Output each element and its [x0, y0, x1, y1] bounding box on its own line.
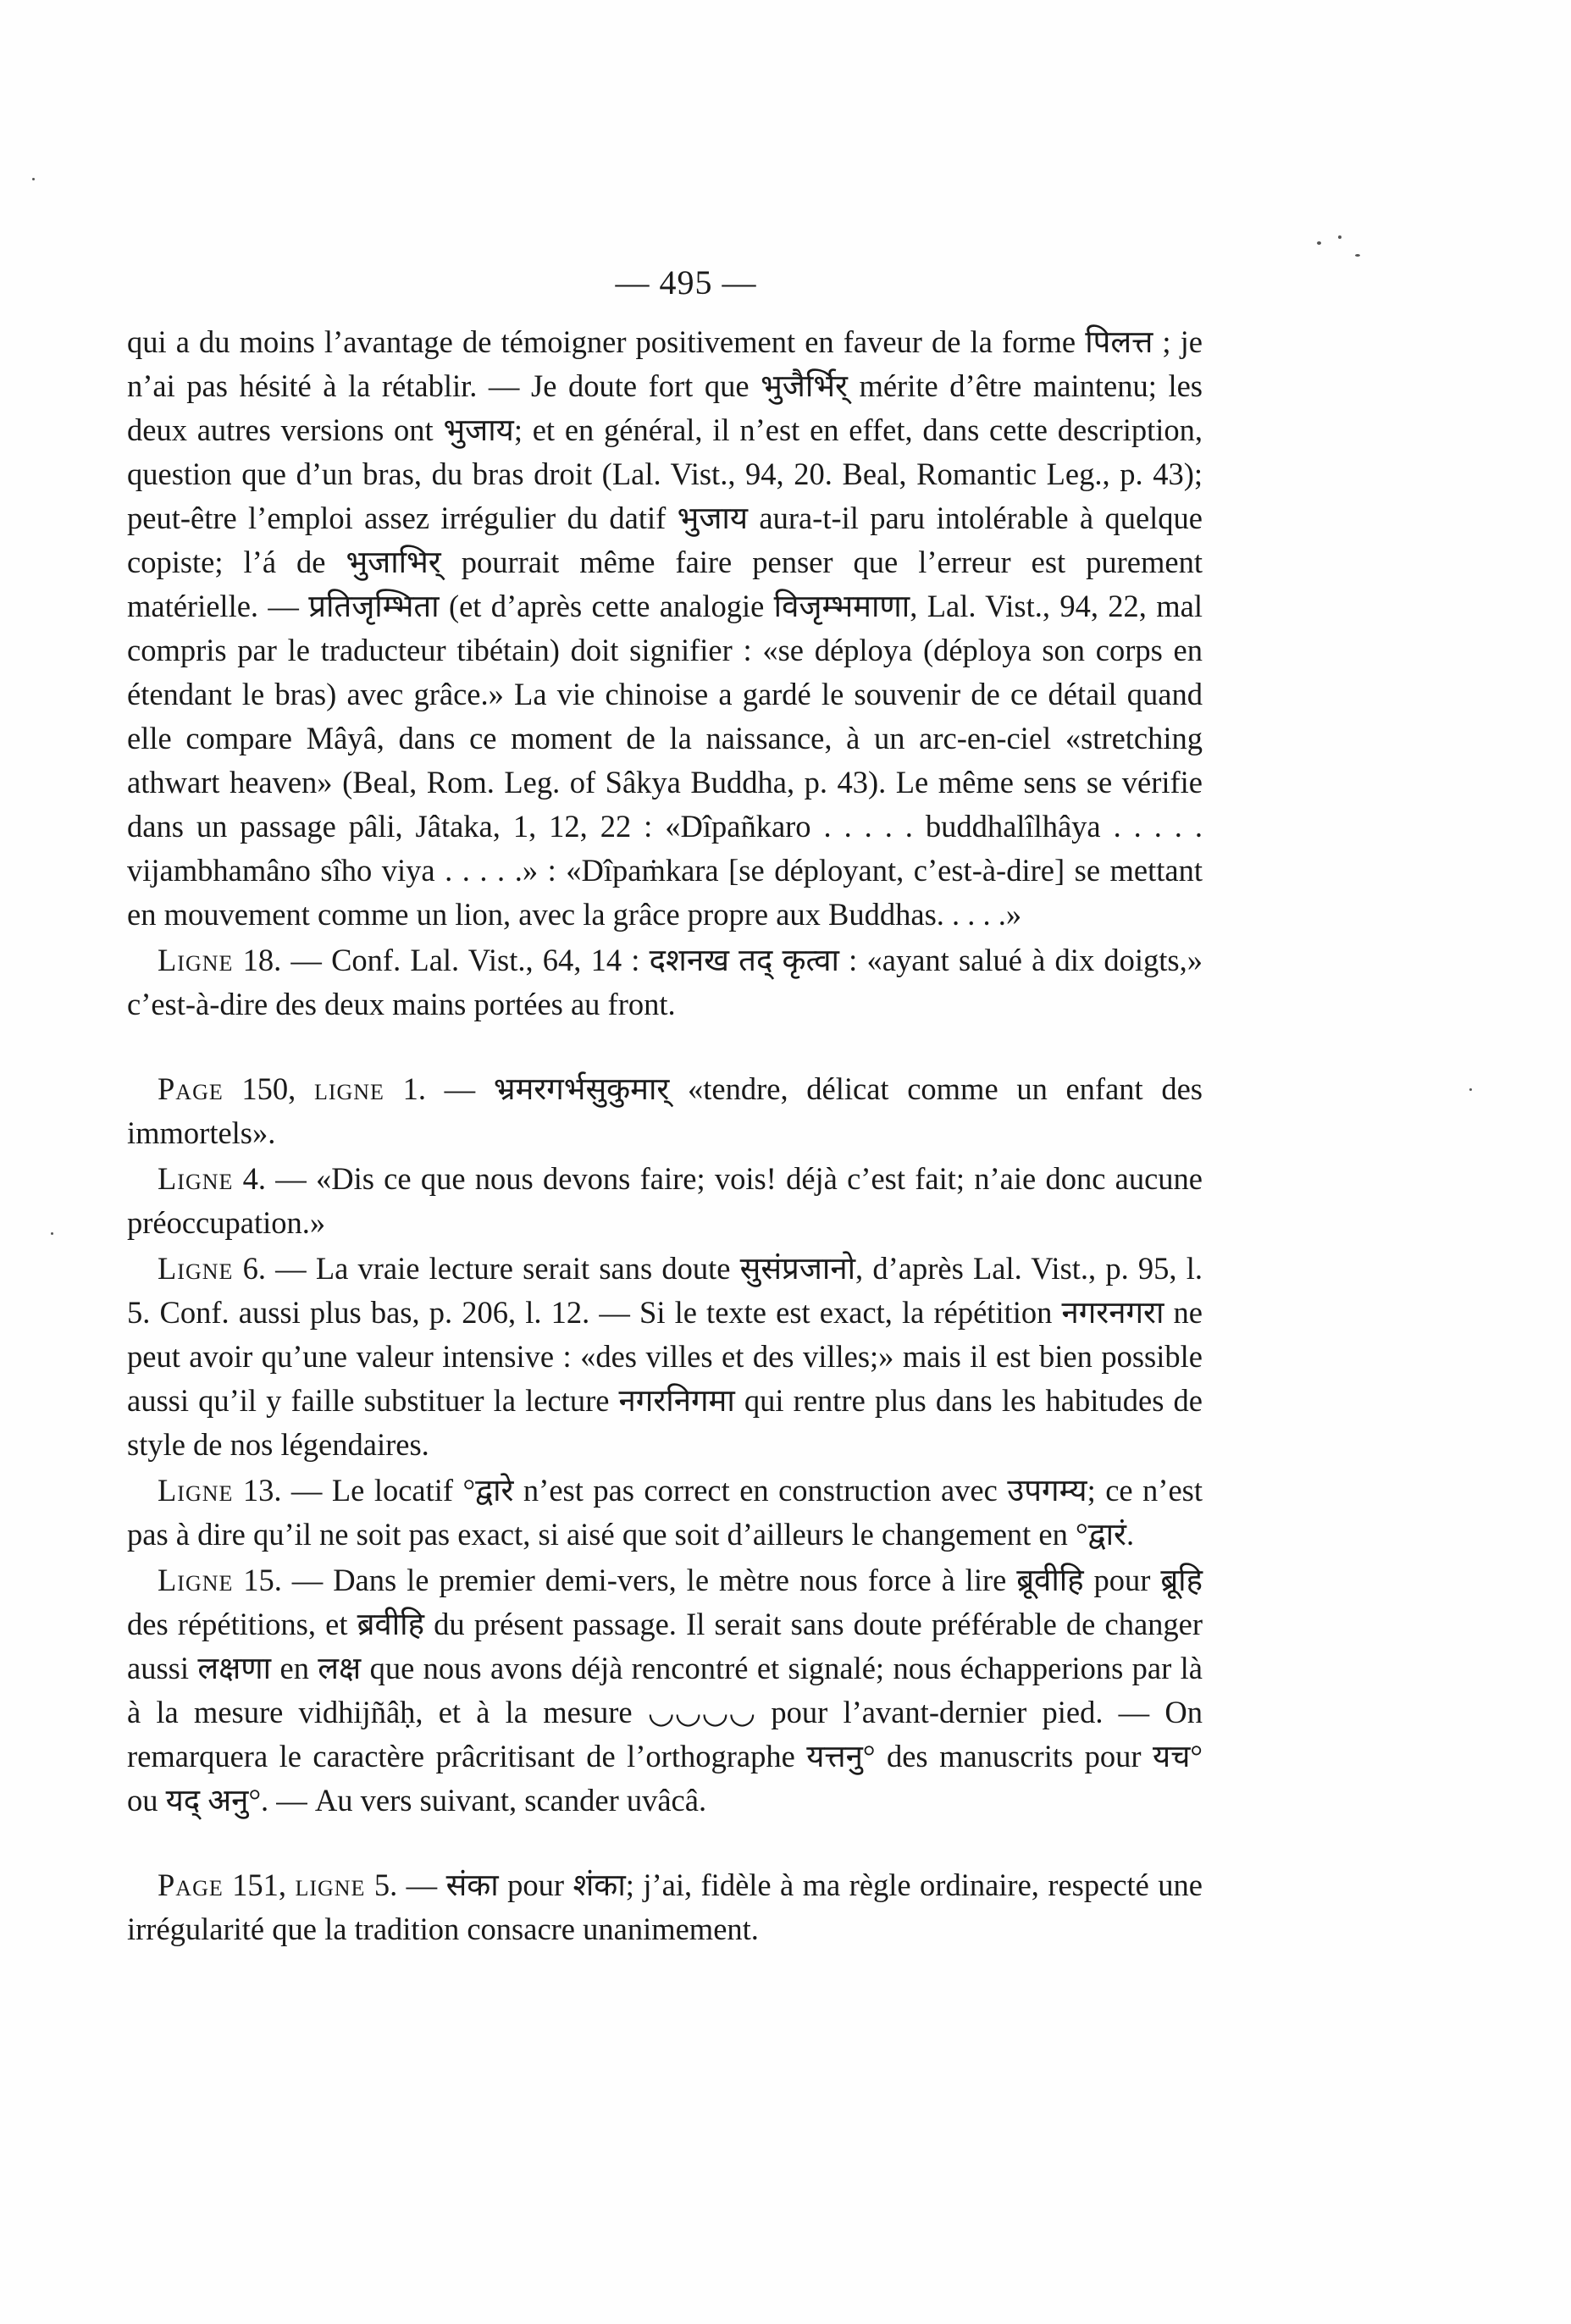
ink-speck: [51, 1232, 53, 1235]
ink-speck: [1355, 254, 1360, 257]
note-ligne-13: [127, 1469, 1203, 1557]
page-ref: 150,: [223, 1071, 314, 1106]
ink-speck: [1338, 235, 1341, 239]
note-ligne-4: [127, 1157, 1203, 1245]
page-label: Page: [158, 1868, 224, 1902]
note-ligne-15: [127, 1558, 1203, 1823]
line-label: Ligne: [158, 1473, 234, 1508]
page-ref: 151,: [223, 1868, 296, 1902]
line-label: ligne: [313, 1071, 384, 1106]
note-text: 1. — भ्रमरगर्भसुकुमार् «tendre, délicat comme un enfant des immortels».: [127, 1071, 1203, 1150]
note-text: 13. — Le locatif °द्वारे n’est pas correct en construction avec उपगम्य; ce n’est pas à dire qu’il ne soit pas exact, si aisé que soit d’ailleurs le changement en °द्वारं.: [127, 1473, 1203, 1552]
note-text: 15. — Dans le premier demi-vers, le mètre nous force à lire ब्रूवीहि pour ब्रूहि des répétitions, et ब्रवीहि du présent passage. Il serait sans doute préférable de changer aussi लक्षणा en लक्ष que nous avons déjà rencontré et signalé; nous échapperions par là à la mesure vidhijñâḥ, et à la mesure ◡◡◡◡ pour l’avant-dernier pied. — On remarquera le caractère prâcritisant de l’orthographe यत्तनु° des manuscrits pour यच° ou यद् अनु°. — Au vers suivant, scander uvâcâ.: [127, 1563, 1203, 1818]
note-text: 18. — Conf. Lal. Vist., 64, 14 : दशनख तद् कृत्वा : «ayant salué à dix doigts,» c’est-à-dire des deux mains portées au front.: [127, 943, 1203, 1021]
line-label: Ligne: [158, 1563, 234, 1597]
note-ligne-18: [127, 938, 1203, 1026]
note-page-151-ligne-5: [127, 1863, 1203, 1951]
ink-speck: [1317, 241, 1321, 245]
ink-speck: [32, 178, 35, 180]
note-ligne-6: [127, 1247, 1203, 1467]
note-text: 6. — La vraie lecture serait sans doute सुसंप्रजानो, d’après Lal. Vist., p. 95, l. 5. Conf. aussi plus bas, p. 206, l. 12. — Si le texte est exact, la répétition नगरनगरा ne peut avoir qu’une valeur intensive : «des villes et des villes;» mais il est bien possible aussi qu’il y faille substituer la lecture नगरनिगमा qui rentre plus dans les habitudes de style de nos légendaires.: [127, 1251, 1203, 1462]
line-label: Ligne: [158, 1251, 234, 1286]
ink-speck: [1469, 1088, 1472, 1091]
continuation-paragraph: [127, 320, 1203, 937]
note-text: 4. — «Dis ce que nous devons faire; vois! déjà c’est fait; n’aie donc aucune préoccupation.»: [127, 1161, 1203, 1240]
note-page-150-ligne-1: [127, 1067, 1203, 1155]
line-label: Ligne: [158, 943, 234, 977]
page-number: — 495 —: [615, 263, 757, 302]
page-label: Page: [158, 1071, 224, 1106]
line-label: ligne: [295, 1868, 366, 1902]
paragraph-text: qui a du moins l’avantage de témoigner positivement en faveur de la forme पिलत्त ; je n’ai pas hésité à la rétablir. — Je doute fort que भुजैर्भिर् mérite d’être maintenu; les deux autres versions ont भुजाय; et en général, il n’est en effet, dans cette description, question que d’un bras, du bras droit (Lal. Vist., 94, 20. Beal, Romantic Leg., p. 43); peut-être l’emploi assez irrégulier du datif भुजाय aura-t-il paru intolérable à quelque copiste; l’á de भुजाभिर् pourrait même faire penser que l’erreur est purement matérielle. — प्रतिजृम्भिता (et d’après cette analogie विजृम्भमाणा, Lal. Vist., 94, 22, mal compris par le traducteur tibétain) doit signifier : «se déploya (déploya son corps en étendant le bras) avec grâce.» La vie chinoise a gardé le souvenir de ce détail quand elle compare Mâyâ, dans ce moment de la naissance, à un arc-en-ciel «stretching athwart heaven» (Beal, Rom. Leg. of Sâkya Buddha, p. 43). Le même sens se vérifie dans un passage pâli, Jâtaka, 1, 12, 22 : «Dîpañkaro . . . . . buddhalîlhâya . . . . . vijambhamâno sîho viya . . . . .» : «Dîpaṁkara [se déployant, c’est-à-dire] se mettant en mouvement comme un lion, avec la grâce propre aux Buddhas. . . . .»: [127, 324, 1203, 932]
page-body: [127, 320, 1203, 1951]
line-label: Ligne: [158, 1161, 234, 1196]
note-text: 5. — संका pour शंका; j’ai, fidèle à ma règle ordinaire, respecté une irrégularité que la tradition consacre unanimement.: [127, 1868, 1203, 1946]
